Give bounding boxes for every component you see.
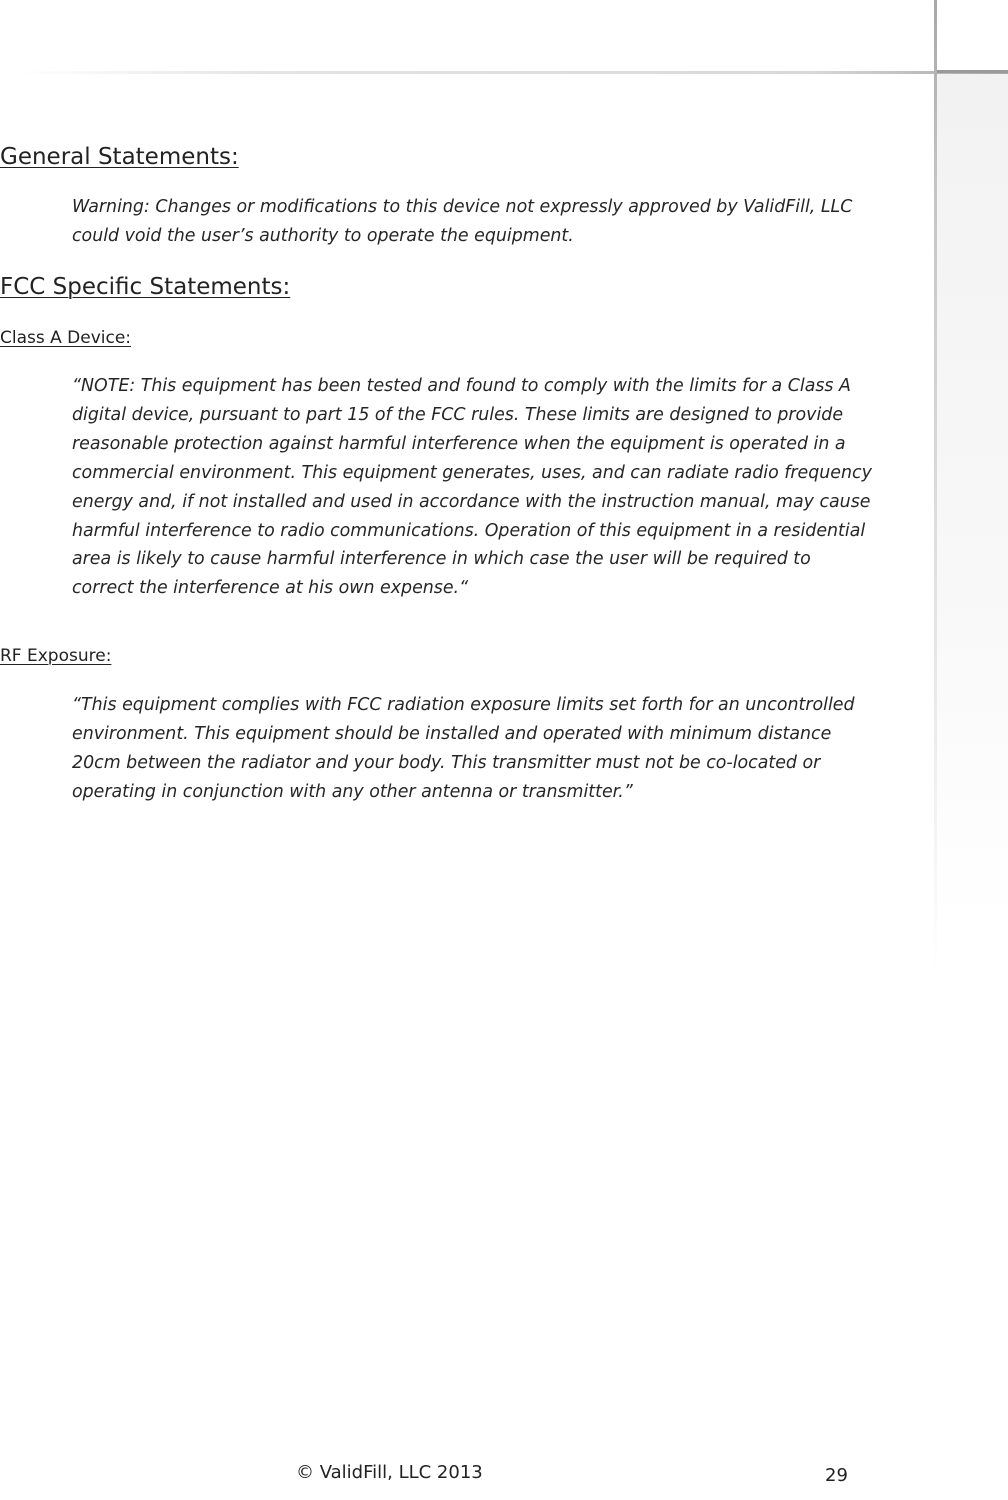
- header-rule: [20, 71, 1008, 74]
- rf-exposure-heading: RF Exposure:: [0, 646, 112, 666]
- rf-exposure-paragraph: “This equipment complies with FCC radiation exposure limits set forth for an uncontrolled environment. This equipment should be installed and operated with minimum distance 20cm between the radiator and your body. This transmitter must not be co-located or operating in conjunction with any other antenna or transmitter.”: [72, 695, 855, 802]
- class-a-note-paragraph: “NOTE: This equipment has been tested and found to comply with the limits for a Class A digital device, pursuant to part 15 of the FCC rules. These limits are designed to provide reasonable protection against harmful interference when the equipment is operated in a commercial environment. This equipment generates, uses, and can radiate radio frequency energy and, if not installed and used in accordance with the instruction manual, may cause harmful interference to radio communications. Operation of this equipment in a residential area is likely to cause harmful interference in which case the user will be required to correct the interference at his own expense.“: [72, 376, 872, 599]
- page-edge-shade: [937, 74, 1008, 924]
- footer-copyright: © ValidFill, LLC 2013: [296, 1462, 483, 1483]
- general-statements-heading: General Statements:: [0, 144, 239, 170]
- margin-rule: [934, 0, 937, 1500]
- warning-paragraph: Warning: Changes or modifications to this device not expressly approved by ValidFill, LLC could void the user’s authority to operate the equipment.: [72, 197, 853, 246]
- fcc-specific-statements-heading: FCC Specific Statements:: [0, 274, 291, 300]
- class-a-device-heading: Class A Device:: [0, 328, 132, 348]
- corner-rule: [936, 70, 1008, 73]
- page-number: 29: [825, 1465, 848, 1486]
